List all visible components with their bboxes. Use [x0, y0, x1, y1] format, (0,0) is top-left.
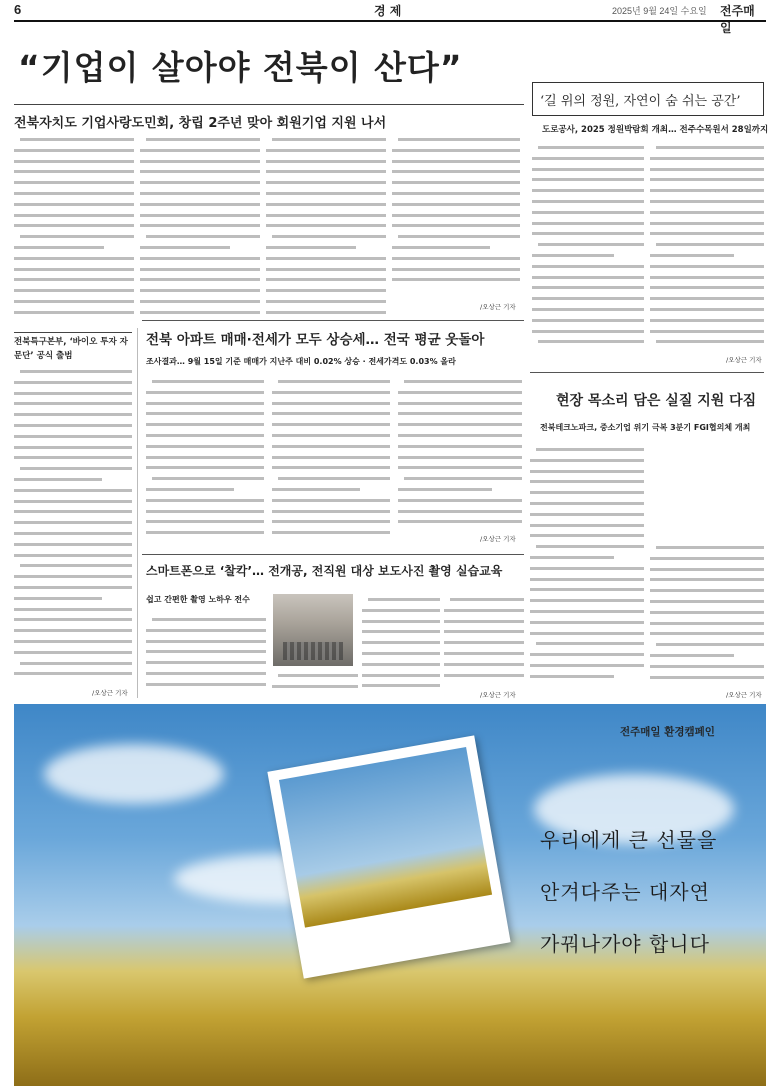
body-text-line	[532, 304, 644, 315]
body-text-line	[530, 455, 644, 466]
body-text-line	[532, 228, 644, 239]
body-text-line	[14, 496, 132, 507]
body-text-line	[272, 387, 390, 398]
body-text-line	[398, 495, 522, 506]
body-text-line	[14, 625, 132, 636]
body-text-line	[650, 304, 764, 315]
body-text-line	[650, 553, 764, 564]
body-text-line	[650, 585, 764, 596]
body-text-line	[532, 293, 644, 304]
field-byline: /오상근 기자	[726, 691, 762, 699]
body-text-line	[650, 336, 764, 347]
issue-date: 2025년 9월 24일 수요일	[612, 6, 707, 16]
column-divider	[137, 328, 138, 698]
body-text-line	[392, 188, 520, 199]
body-text-line	[140, 296, 260, 307]
body-text-line	[146, 516, 264, 527]
body-text-line	[532, 196, 644, 207]
body-text-line	[266, 166, 386, 177]
body-text-line	[14, 296, 134, 307]
body-text-line	[532, 282, 644, 293]
body-text-line	[650, 628, 764, 639]
body-text-line	[444, 637, 524, 648]
frame-landscape	[279, 747, 492, 928]
body-text-line	[532, 261, 644, 272]
body-text-line	[14, 398, 132, 409]
main-byline: /오상근 기자	[480, 303, 516, 311]
body-text-line	[650, 272, 764, 283]
body-text-line	[14, 377, 132, 388]
right-headline: ‘길 위의 정원, 자연이 숨 쉬는 공간’	[540, 94, 741, 109]
body-text-line	[14, 285, 134, 296]
page-header	[14, 0, 766, 35]
body-text-line	[392, 210, 520, 221]
body-text-line	[530, 638, 644, 649]
body-text-line	[266, 145, 386, 156]
apartment-body-col-3	[398, 376, 522, 532]
body-text-line	[530, 444, 644, 455]
phone-top-rule	[142, 554, 524, 555]
body-text-line	[146, 668, 266, 679]
body-text-line	[650, 607, 764, 618]
body-text-line	[650, 196, 764, 207]
body-text-line	[266, 307, 386, 318]
body-text-line	[650, 326, 764, 337]
field-subhead: 전북테크노파크, 중소기업 위기 극복 3분기 FGI협의체 개최	[540, 423, 751, 432]
body-text-line	[14, 274, 134, 285]
body-text-line	[14, 220, 134, 231]
body-text-line	[146, 408, 264, 419]
body-text-line	[140, 307, 260, 318]
body-text-line	[650, 250, 764, 261]
publisher-name: 전주매일	[720, 4, 755, 35]
side-body	[14, 366, 132, 684]
body-text-line	[140, 177, 260, 188]
slogan-line-3: 가꿔나가야 합니다	[540, 932, 710, 956]
body-text-line	[146, 646, 266, 657]
body-text-line	[650, 639, 764, 650]
body-text-line	[530, 574, 644, 585]
body-text-line	[272, 516, 390, 527]
right-subhead: 도로공사, 2025 정원박람회 개최… 전주수목원서 28일까지	[542, 125, 769, 135]
body-text-line	[272, 681, 358, 692]
body-text-line	[14, 166, 134, 177]
body-text-line	[398, 484, 522, 495]
body-text-line	[530, 509, 644, 520]
right-byline: /오상근 기자	[726, 356, 762, 364]
body-text-line	[146, 625, 266, 636]
body-text-line	[530, 476, 644, 487]
body-text-line	[14, 528, 132, 539]
body-text-line	[532, 174, 644, 185]
body-text-line	[530, 498, 644, 509]
body-text-line	[146, 462, 264, 473]
slogan-line-1: 우리에게 큰 선물을	[540, 828, 718, 852]
body-text-line	[444, 594, 524, 605]
main-subhead: 전북자치도 기업사랑도민회, 창립 2주년 맞아 회원기업 지원 나서	[14, 116, 387, 131]
body-text-line	[146, 657, 266, 668]
body-text-line	[266, 188, 386, 199]
body-text-line	[14, 210, 134, 221]
body-text-line	[14, 388, 132, 399]
body-text-line	[140, 188, 260, 199]
body-text-line	[362, 648, 440, 659]
body-text-line	[650, 661, 764, 672]
body-text-line	[272, 484, 390, 495]
body-text-line	[530, 530, 644, 541]
body-text-line	[392, 253, 520, 264]
body-text-line	[650, 315, 764, 326]
body-text-line	[650, 672, 764, 683]
right-body-col-1	[532, 142, 644, 354]
body-text-line	[532, 336, 644, 347]
body-text-line	[272, 408, 390, 419]
apartment-headline: 전북 아파트 매매·전세가 모두 상승세… 전국 평균 웃돌아	[146, 332, 485, 348]
body-text-line	[14, 366, 132, 377]
body-text-line	[14, 668, 132, 679]
body-text-line	[530, 628, 644, 639]
body-text-line	[532, 142, 644, 153]
body-text-line	[530, 541, 644, 552]
body-text-line	[532, 326, 644, 337]
body-text-line	[14, 253, 134, 264]
apartment-subhead: 조사결과… 9월 15일 기준 매매가 지난주 대비 0.02% 상승 · 전세가격도 0.03% 올라	[146, 357, 456, 366]
main-headline: “기업이 살아야 전북이 산다”	[18, 48, 463, 87]
body-text-line	[532, 185, 644, 196]
body-text-line	[362, 680, 440, 691]
main-body-col-1	[14, 134, 134, 322]
body-text-line	[14, 177, 134, 188]
body-text-line	[14, 517, 132, 528]
body-text-line	[392, 220, 520, 231]
body-text-line	[532, 164, 644, 175]
body-text-line	[272, 441, 390, 452]
body-text-line	[272, 670, 358, 681]
phone-byline: /오상근 기자	[480, 691, 516, 699]
body-text-line	[266, 156, 386, 167]
body-text-line	[272, 398, 390, 409]
body-text-line	[272, 462, 390, 473]
body-text-line	[530, 520, 644, 531]
body-text-line	[444, 605, 524, 616]
body-text-line	[650, 293, 764, 304]
body-text-line	[650, 218, 764, 229]
environment-campaign-ad	[14, 704, 766, 1086]
body-text-line	[14, 264, 134, 275]
body-text-line	[362, 594, 440, 605]
body-text-line	[266, 242, 386, 253]
body-text-line	[14, 539, 132, 550]
body-text-line	[14, 452, 132, 463]
field-headline: 현장 목소리 담은 실질 지원 다짐	[556, 393, 757, 409]
body-text-line	[146, 376, 264, 387]
body-text-line	[398, 462, 522, 473]
body-text-line	[398, 516, 522, 527]
body-text-line	[146, 495, 264, 506]
body-text-line	[266, 296, 386, 307]
phone-headline: 스마트폰으로 ‘찰칵’… 전개공, 전직원 대상 보도사진 촬영 실습교육	[146, 564, 503, 578]
body-text-line	[650, 207, 764, 218]
main-body-col-3	[266, 134, 386, 322]
body-text-line	[650, 142, 764, 153]
body-text-line	[650, 153, 764, 164]
body-text-line	[444, 648, 524, 659]
body-text-line	[146, 441, 264, 452]
body-text-line	[14, 431, 132, 442]
phone-body-col-3	[362, 594, 440, 692]
body-text-line	[532, 207, 644, 218]
body-text-line	[266, 264, 386, 275]
body-text-line	[650, 164, 764, 175]
field-body-col-2	[650, 542, 764, 692]
body-text-line	[272, 419, 390, 430]
field-top-rule	[530, 372, 764, 373]
body-text-line	[14, 188, 134, 199]
right-body-col-2	[650, 142, 764, 354]
body-text-line	[140, 253, 260, 264]
body-text-line	[14, 636, 132, 647]
body-text-line	[14, 242, 134, 253]
body-text-line	[650, 574, 764, 585]
body-text-line	[392, 156, 520, 167]
body-text-line	[146, 419, 264, 430]
body-text-line	[146, 473, 264, 484]
body-text-line	[266, 274, 386, 285]
body-text-line	[362, 670, 440, 681]
body-text-line	[14, 560, 132, 571]
body-text-line	[14, 604, 132, 615]
slogan-line-2: 안겨다주는 대자연	[540, 880, 710, 904]
body-text-line	[146, 387, 264, 398]
body-text-line	[272, 430, 390, 441]
body-text-line	[14, 593, 132, 604]
body-text-line	[146, 398, 264, 409]
body-text-line	[530, 563, 644, 574]
body-text-line	[146, 614, 266, 625]
body-text-line	[266, 177, 386, 188]
body-text-line	[444, 659, 524, 670]
body-text-line	[650, 239, 764, 250]
body-text-line	[14, 231, 134, 242]
body-text-line	[532, 315, 644, 326]
body-text-line	[392, 242, 520, 253]
body-text-line	[530, 595, 644, 606]
body-text-line	[530, 617, 644, 628]
body-text-line	[272, 527, 390, 538]
body-text-line	[14, 199, 134, 210]
body-text-line	[398, 506, 522, 517]
body-text-line	[530, 552, 644, 563]
body-text-line	[362, 637, 440, 648]
body-text-line	[146, 484, 264, 495]
body-text-line	[14, 420, 132, 431]
body-text-line	[146, 506, 264, 517]
body-text-line	[140, 231, 260, 242]
body-text-line	[392, 145, 520, 156]
body-text-line	[392, 134, 520, 145]
body-text-line	[146, 636, 266, 647]
training-photo	[273, 594, 353, 666]
body-text-line	[650, 261, 764, 272]
body-text-line	[140, 285, 260, 296]
body-text-line	[650, 596, 764, 607]
body-text-line	[532, 153, 644, 164]
body-text-line	[444, 626, 524, 637]
body-text-line	[272, 495, 390, 506]
body-text-line	[650, 228, 764, 239]
body-text-line	[140, 199, 260, 210]
body-text-line	[362, 659, 440, 670]
body-text-line	[272, 376, 390, 387]
body-text-line	[266, 231, 386, 242]
body-text-line	[650, 282, 764, 293]
apartment-body-col-1	[146, 376, 264, 544]
body-text-line	[140, 145, 260, 156]
body-text-line	[14, 485, 132, 496]
body-text-line	[362, 605, 440, 616]
body-text-line	[14, 582, 132, 593]
body-text-line	[530, 466, 644, 477]
body-text-line	[444, 616, 524, 627]
body-text-line	[14, 134, 134, 145]
body-text-line	[14, 647, 132, 658]
body-text-line	[14, 156, 134, 167]
body-text-line	[530, 660, 644, 671]
body-text-line	[392, 199, 520, 210]
body-text-line	[398, 387, 522, 398]
body-text-line	[650, 650, 764, 661]
body-text-line	[530, 487, 644, 498]
body-text-line	[530, 649, 644, 660]
body-text-line	[530, 671, 644, 682]
body-text-line	[266, 285, 386, 296]
body-text-line	[650, 185, 764, 196]
body-text-line	[650, 542, 764, 553]
body-text-line	[14, 550, 132, 561]
body-text-line	[14, 463, 132, 474]
body-text-line	[272, 473, 390, 484]
body-text-line	[146, 679, 266, 690]
body-text-line	[14, 307, 134, 318]
page-number: 6	[14, 2, 22, 17]
body-text-line	[398, 376, 522, 387]
apartment-top-rule	[142, 320, 524, 321]
body-text-line	[398, 441, 522, 452]
body-text-line	[398, 430, 522, 441]
body-text-line	[146, 430, 264, 441]
field-body-col-1	[530, 444, 644, 692]
body-text-line	[266, 253, 386, 264]
body-text-line	[392, 231, 520, 242]
body-text-line	[532, 239, 644, 250]
body-text-line	[532, 218, 644, 229]
body-text-line	[140, 242, 260, 253]
body-text-line	[266, 220, 386, 231]
body-text-line	[14, 474, 132, 485]
photo-frame	[267, 735, 510, 978]
body-text-line	[392, 177, 520, 188]
body-text-line	[398, 398, 522, 409]
body-text-line	[444, 670, 524, 681]
body-text-line	[14, 442, 132, 453]
body-text-line	[140, 134, 260, 145]
side-byline: /오상근 기자	[92, 689, 128, 697]
body-text-line	[398, 419, 522, 430]
headline-divider	[14, 104, 524, 105]
phone-body-col-1	[146, 614, 266, 692]
body-text-line	[266, 210, 386, 221]
phone-body-col-2	[272, 670, 358, 692]
phone-subhead: 쉽고 간편한 촬영 노하우 전수	[146, 595, 250, 604]
body-text-line	[14, 571, 132, 582]
body-text-line	[146, 452, 264, 463]
body-text-line	[14, 145, 134, 156]
body-text-line	[650, 618, 764, 629]
body-text-line	[140, 274, 260, 285]
apartment-byline: /오상근 기자	[480, 535, 516, 543]
body-text-line	[532, 250, 644, 261]
body-text-line	[14, 409, 132, 420]
campaign-tag: 전주매일 환경캠페인	[620, 726, 715, 738]
body-text-line	[530, 606, 644, 617]
side-headline: 전북특구본부, ‘바이오 투자 자문단’ 공식 출범	[14, 332, 132, 363]
body-text-line	[398, 408, 522, 419]
phone-body-col-4	[444, 594, 524, 686]
body-text-line	[140, 220, 260, 231]
body-text-line	[266, 134, 386, 145]
body-text-line	[398, 452, 522, 463]
body-text-line	[140, 264, 260, 275]
cloud	[44, 744, 224, 804]
body-text-line	[530, 584, 644, 595]
body-text-line	[14, 658, 132, 669]
body-text-line	[650, 564, 764, 575]
body-text-line	[392, 264, 520, 275]
body-text-line	[266, 199, 386, 210]
body-text-line	[14, 614, 132, 625]
body-text-line	[532, 272, 644, 283]
body-text-line	[392, 274, 520, 285]
main-body-col-2	[140, 134, 260, 322]
apartment-body-col-2	[272, 376, 390, 544]
section-name: 경 제	[374, 4, 402, 18]
main-body-col-4	[392, 134, 520, 292]
body-text-line	[650, 174, 764, 185]
body-text-line	[140, 210, 260, 221]
body-text-line	[140, 156, 260, 167]
body-text-line	[272, 452, 390, 463]
body-text-line	[140, 166, 260, 177]
body-text-line	[14, 506, 132, 517]
body-text-line	[362, 616, 440, 627]
body-text-line	[398, 473, 522, 484]
body-text-line	[362, 626, 440, 637]
body-text-line	[392, 166, 520, 177]
body-text-line	[146, 527, 264, 538]
body-text-line	[272, 506, 390, 517]
